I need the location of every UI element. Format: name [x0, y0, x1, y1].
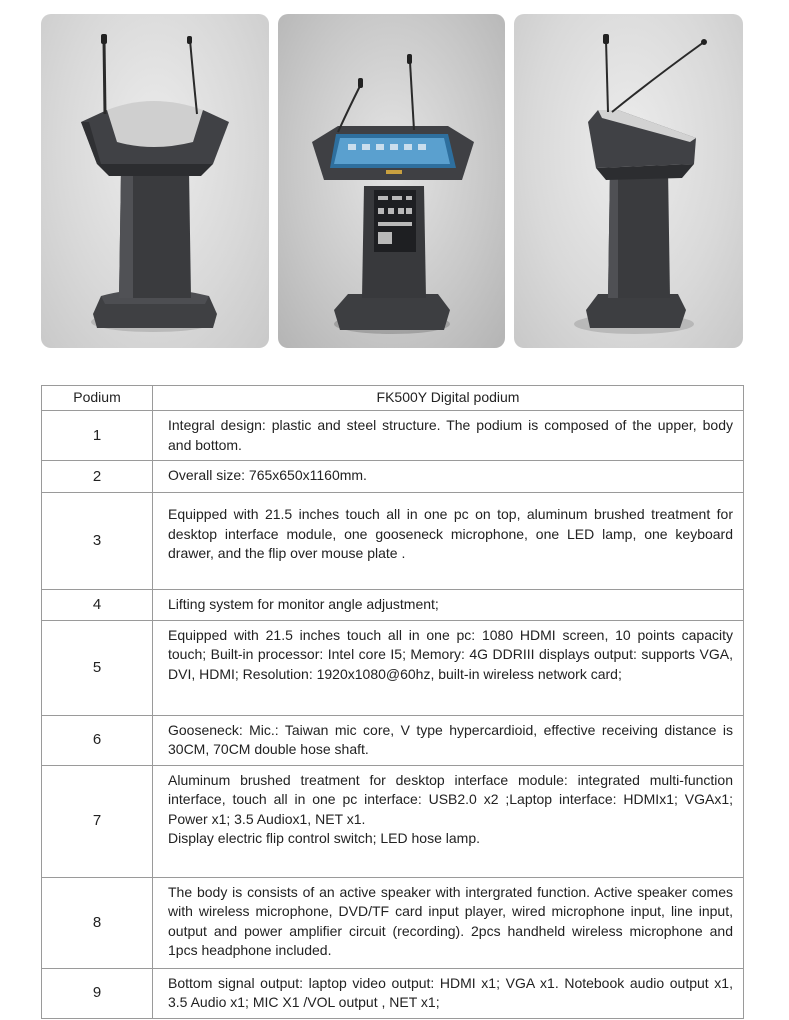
row-description [153, 493, 744, 590]
row-number: 8 [42, 877, 153, 968]
table-row [42, 590, 744, 621]
podium-front-illustration [41, 14, 269, 348]
description-line: Equipped with 21.5 inches touch all in one pc on top, aluminum brushed treatment for desktop interface module, one gooseneck microphone, one LED lamp, one keyboard drawer, and the flip over mouse plate . [168, 506, 733, 561]
podium-screen-illustration [278, 14, 505, 348]
header-product-name: FK500Y Digital podium [153, 386, 744, 411]
row-number: 6 [42, 715, 153, 765]
table-row [42, 765, 744, 877]
row-description [153, 765, 744, 877]
row-number: 1 [42, 411, 153, 461]
podium-front-photo [41, 14, 269, 348]
table-row [42, 968, 744, 1018]
description-line: Lifting system for monitor angle adjustment; [168, 596, 439, 612]
row-description [153, 877, 744, 968]
row-number: 9 [42, 968, 153, 1018]
row-description [153, 461, 744, 493]
description-line: Bottom signal output: laptop video output: HDMI x1; VGA x1. Notebook audio output x1, 3.5 Audio x1; MIC X1 /VOL output , NET x1; [168, 974, 733, 1010]
table-row [42, 715, 744, 765]
row-number: 4 [42, 590, 153, 621]
table-row [42, 493, 744, 590]
description-line: Equipped with 21.5 inches touch all in one pc: 1080 HDMI screen, 10 points capacity touch; Built-in processor: Intel core I5; Memory: 4G DDRIII displays output: supports VGA, DVI, HDMI; Resolution: 1920x1080@60hz, built-in wireless network card; [168, 626, 733, 682]
table-header-row [42, 386, 744, 411]
table-row [42, 461, 744, 493]
row-description [153, 968, 744, 1018]
row-number: 2 [42, 461, 153, 493]
row-description [153, 715, 744, 765]
row-description [153, 590, 744, 621]
description-line: The body is consists of an active speaker with intergrated function. Active speaker comes with wireless microphone, DVD/TF card input player, wired microphone input, line input, output and power amplifier circuit (recording). 2pcs handheld wireless microphone and 1pcs headphone included. [168, 883, 733, 958]
podium-screen-photo [278, 14, 505, 348]
header-podium: Podium [42, 386, 153, 411]
description-line: Integral design: plastic and steel structure. The podium is composed of the upper, body and bottom. [168, 417, 733, 453]
row-number: 5 [42, 620, 153, 715]
table-row [42, 620, 744, 715]
description-line: Display electric flip control switch; LED hose lamp. [168, 830, 481, 846]
description-line: Aluminum brushed treatment for desktop interface module: integrated multi-function interface, touch all in one pc interface: USB2.0 x2 ;Laptop interface: HDMIx1; VGAx1; Power x1; 3.5 Audiox1, NET x1. [168, 771, 733, 827]
description-line: Gooseneck: Mic.: Taiwan mic core, V type hypercardioid, effective receiving distance is 30CM, 70CM double hose shaft. [168, 721, 733, 757]
table-row [42, 411, 744, 461]
spec-table-body [42, 411, 744, 1019]
row-number: 3 [42, 493, 153, 590]
spec-table [41, 385, 744, 1019]
row-number: 7 [42, 765, 153, 877]
podium-side-illustration [514, 14, 743, 348]
row-description [153, 411, 744, 461]
description-line: Overall size: 765x650x1160mm. [168, 467, 367, 483]
row-description [153, 620, 744, 715]
table-row [42, 877, 744, 968]
podium-side-photo [514, 14, 743, 348]
